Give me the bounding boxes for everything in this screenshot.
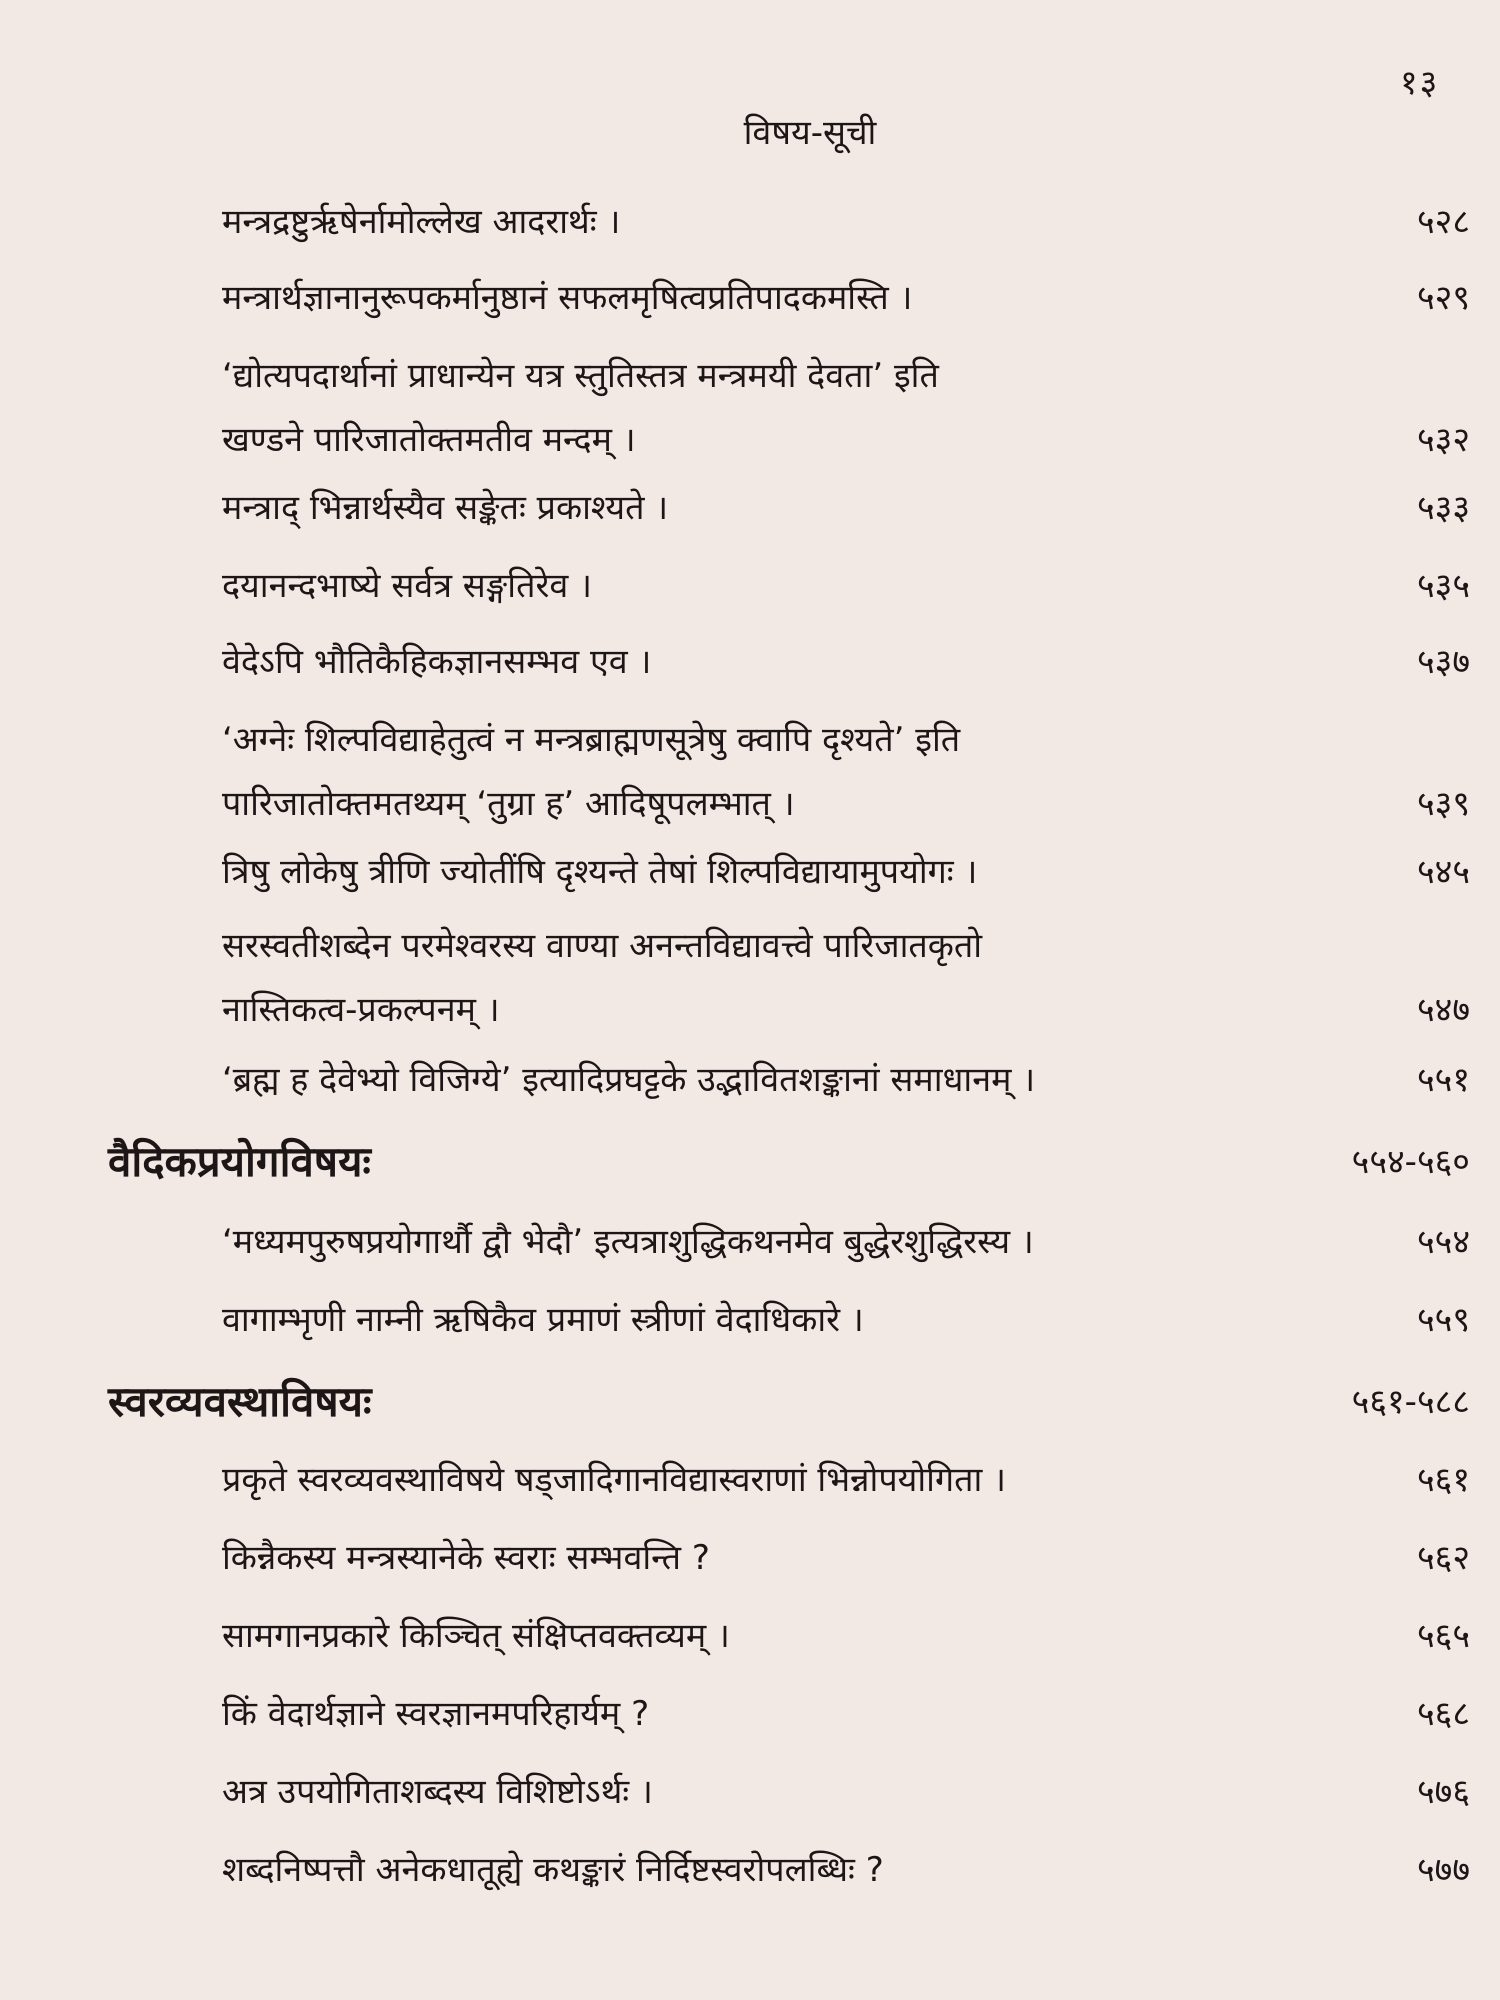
entry-text: प्रकृते स्वरव्यवस्थाविषये षड्जादिगानविद्यास्वराणां भिन्नोपयोगिता । [222, 1460, 1006, 1500]
entry-page: ५३९ [1416, 784, 1470, 824]
toc-entry [222, 344, 1470, 472]
page-number: १३ [1400, 63, 1440, 103]
entry-page: ५६५ [1416, 1616, 1470, 1656]
toc-entry [222, 1838, 1470, 1902]
toc-entry [222, 1048, 1470, 1112]
running-head: विषय-सूची [743, 113, 877, 153]
entry-page: ५२८ [1416, 202, 1470, 242]
toc-entry [222, 1682, 1470, 1746]
entry-text: दयानन्दभाष्ये सर्वत्र सङ्गतिरेव । [222, 566, 592, 606]
entry-text [222, 344, 939, 472]
entry-text-line: नास्तिकत्व-प्रकल्पनम् । [222, 990, 500, 1030]
entry-text: सामगानप्रकारे किञ्चित् संक्षिप्तवक्तव्यम् । [222, 1616, 730, 1656]
section-pages: ५५४-५६० [1351, 1142, 1470, 1182]
section-pages: ५६१-५८८ [1351, 1382, 1470, 1422]
toc-entry [222, 1448, 1470, 1512]
entry-page: ५६८ [1416, 1694, 1470, 1734]
entry-page: ५७६ [1416, 1772, 1470, 1812]
section-heading [108, 1130, 1470, 1194]
entry-text: शब्दनिष्पत्तौ अनेकधातूह्ये कथङ्कारं निर्दिष्टस्वरोपलब्धिः ? [222, 1850, 884, 1890]
entry-text: वेदेऽपि भौतिकैहिकज्ञानसम्भव एव । [222, 642, 652, 682]
toc-entry [222, 840, 1470, 904]
entry-page: ५३७ [1416, 642, 1470, 682]
entry-text [222, 708, 960, 836]
entry-text: किन्नैकस्य मन्त्रस्यानेके स्वराः सम्भवन्ति ? [222, 1538, 710, 1578]
entry-text: मन्त्रार्थज्ञानानुरूपकर्मानुष्ठानं सफलमृषित्वप्रतिपादकमस्ति । [222, 278, 913, 318]
entry-text: ‘ब्रह्म ह देवेभ्यो विजिग्ये’ इत्यादिप्रघट्टके उद्भावितशङ्कानां समाधानम् । [222, 1060, 1036, 1100]
entry-page: ५२९ [1416, 278, 1470, 318]
entry-page: ५५९ [1416, 1300, 1470, 1340]
entry-page: ५४५ [1416, 852, 1470, 892]
section-title: वैदिकप्रयोगविषयः [108, 1137, 371, 1186]
entry-text: ‘मध्यमपुरुषप्रयोगार्थौ द्वौ भेदौ’ इत्यत्राशुद्धिकथनमेव बुद्धेरशुद्धिरस्य । [222, 1222, 1034, 1262]
entry-text-line: ‘अग्नेः शिल्पविद्याहेतुत्वं न मन्त्रब्राह्मणसूत्रेषु क्वापि दृश्यते’ इति [222, 720, 961, 760]
toc-entry [222, 1760, 1470, 1824]
entry-text-line: खण्डने पारिजातोक्तमतीव मन्दम् । [222, 420, 636, 460]
entry-text: किं वेदार्थज्ञाने स्वरज्ञानमपरिहार्यम् ? [222, 1694, 650, 1734]
entry-text-line: सरस्वतीशब्देन परमेश्वरस्य वाण्या अनन्तविद्यावत्त्वे पारिजातकृतो [222, 926, 983, 966]
entry-page: ५६१ [1416, 1460, 1470, 1500]
entry-page: ५५१ [1416, 1060, 1470, 1100]
entry-text-line: ‘द्योत्यपदार्थानां प्राधान्येन यत्र स्तुतिस्तत्र मन्त्रमयी देवता’ इति [222, 356, 939, 396]
toc-entry [222, 1604, 1470, 1668]
entry-page: ५३३ [1416, 488, 1470, 528]
entry-text: मन्त्राद् भिन्नार्थस्यैव सङ्केतः प्रकाश्यते । [222, 488, 669, 528]
toc-entry [222, 630, 1470, 694]
entry-text-line: पारिजातोक्तमतथ्यम् ‘तुग्रा ह’ आदिषूपलम्भात् । [222, 784, 795, 824]
entry-page: ५३२ [1416, 420, 1470, 460]
toc-entry [222, 476, 1470, 540]
entry-text: वागाम्भृणी नाम्नी ऋषिकैव प्रमाणं स्त्रीणां वेदाधिकारे । [222, 1300, 864, 1340]
entry-text: मन्त्रद्रष्टुर्ऋषेर्नामोल्लेख आदरार्थः । [222, 202, 621, 242]
toc-entry [222, 266, 1470, 330]
section-heading [108, 1370, 1470, 1434]
entry-text [222, 914, 982, 1042]
entry-page: ५५४ [1416, 1222, 1470, 1262]
toc-entry [222, 190, 1470, 254]
entry-text: अत्र उपयोगिताशब्दस्य विशिष्टोऽर्थः । [222, 1772, 653, 1812]
toc-entry [222, 1288, 1470, 1352]
entry-page: ५६२ [1416, 1538, 1470, 1578]
entry-text: त्रिषु लोकेषु त्रीणि ज्योतींषि दृश्यन्ते तेषां शिल्पविद्यायामुपयोगः । [222, 852, 978, 892]
section-title: स्वरव्यवस्थाविषयः [108, 1377, 372, 1426]
toc-entry [222, 554, 1470, 618]
entry-page: ५४७ [1416, 990, 1470, 1030]
entry-page: ५३५ [1416, 566, 1470, 606]
toc-entry [222, 914, 1470, 1042]
toc-entry [222, 1526, 1470, 1590]
toc-entry [222, 1210, 1470, 1274]
entry-page: ५७७ [1416, 1850, 1470, 1890]
toc-entry [222, 708, 1470, 836]
